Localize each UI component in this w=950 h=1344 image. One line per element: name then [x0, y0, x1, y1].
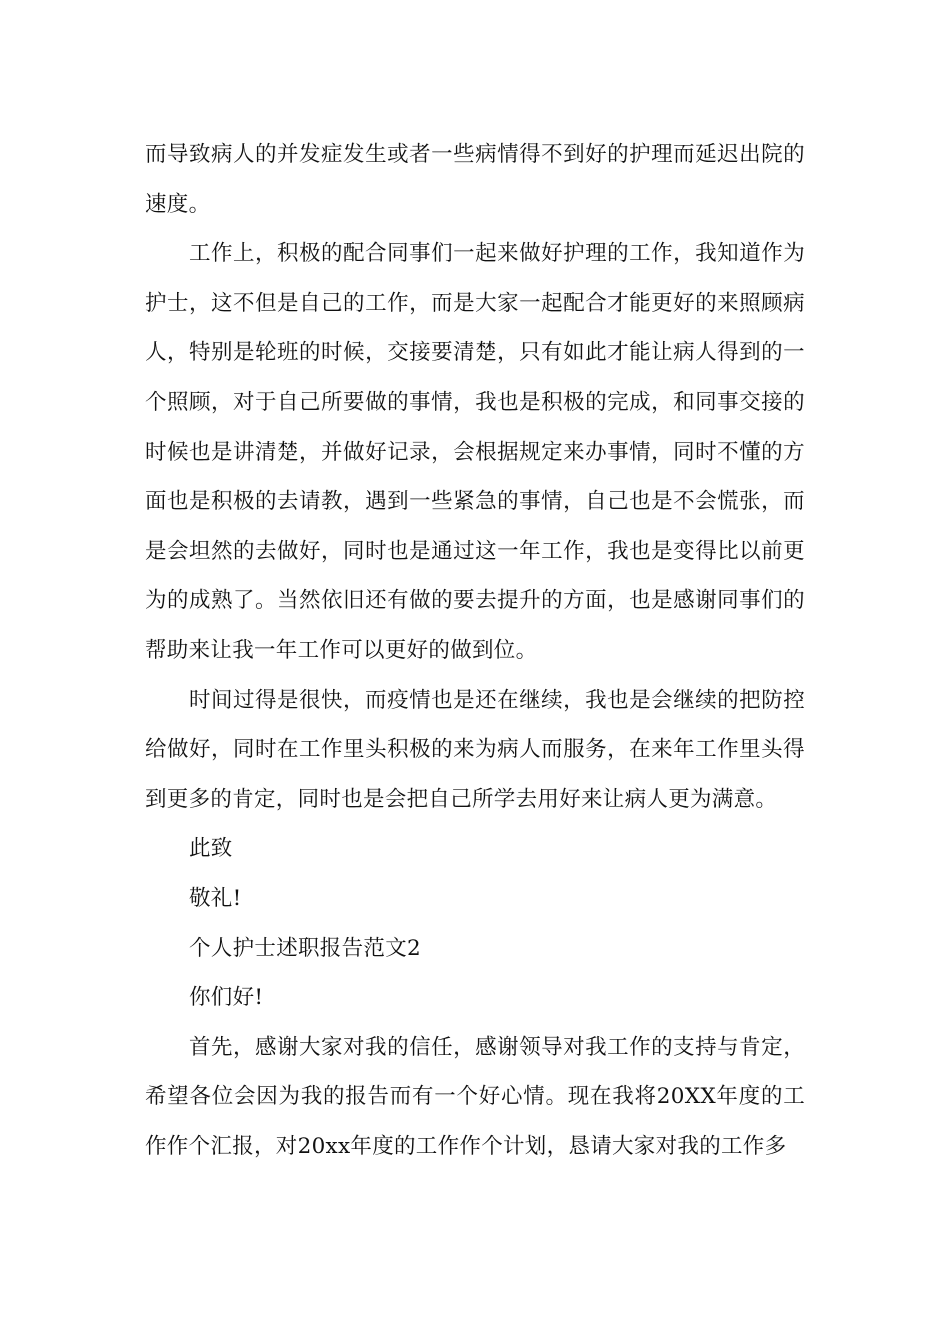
paragraph-intro: 首先，感谢大家对我的信任，感谢领导对我工作的支持与肯定，希望各位会因为我的报告而有一个好心情。现在我将20XX年度的工作作个汇报，对20xx年度的工作作个计划，恳请大家对我的工作多: [145, 1034, 805, 1159]
paragraph-teamwork: 工作上，积极的配合同事们一起来做好护理的工作，我知道作为护士，这不但是自己的工作，而是大家一起配合才能更好的来照顾病人，特别是轮班的时候，交接要清楚，只有如此才能让病人得到的一个照顾，对于自己所要做的事情，我也是积极的完成，和同事交接的时候也是讲清楚，并做好记录，会根据规定来办事情，同时不懂的方面也是积极的去请教，遇到一些紧急的事情，自己也是不会慌张，而是会坦然的去做好，同时也是通过这一年工作，我也是变得比以前更为的成熟了。当然依旧还有做的要去提升的方面，也是感谢同事们的帮助来让我一年工作可以更好的做到位。: [145, 241, 805, 663]
closing-regards: 敬礼!: [189, 885, 242, 911]
paragraph-epidemic: 时间过得是很快，而疫情也是还在继续，我也是会继续的把防控给做好，同时在工作里头积极的来为病人而服务，在来年工作里头得到更多的肯定，同时也是会把自己所学去用好来让病人更为满意。: [145, 687, 805, 812]
greeting: 你们好!: [189, 985, 264, 1011]
paragraph-continuation: 而导致病人的并发症发生或者一些病情得不到好的护理而延迟出院的速度。: [145, 142, 805, 217]
closing-salutation: 此致: [189, 836, 233, 862]
section-title: 个人护士述职报告范文2: [189, 935, 421, 961]
document-page: [145, 130, 805, 1171]
